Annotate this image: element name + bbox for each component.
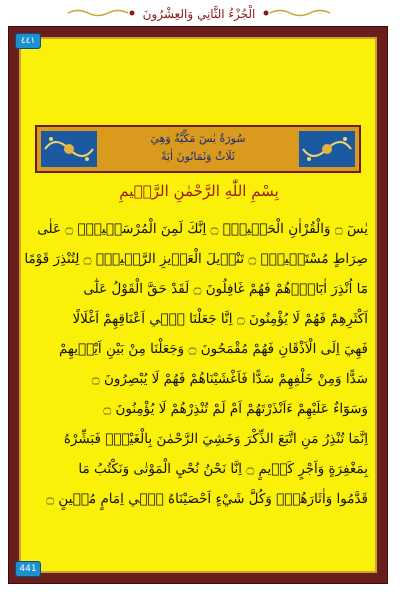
header-ornament-left xyxy=(66,8,136,18)
mushaf-page xyxy=(6,4,392,588)
basmala: بِسْمِ اللّٰهِ الرَّحْمٰنِ الرَّح۪يمِ xyxy=(119,182,279,200)
verse-line: صِرَاطٍ مُسْتَق۪يمٍۜ ۝ تَنْز۪يلَ الْعَز۪يزِ الرَّح۪يمِۙ ۝ لِتُنْذِرَ قَوْمًا xyxy=(24,251,368,267)
verse-line: اِنَّمَا تُنْذِرُ مَنِ اتَّبَعَ الذِّكْرَ وَخَشِيَ الرَّحْمٰنَ بِالْغَيْبِۚ فَبَشِّرْهُ xyxy=(63,431,368,447)
juz-title: الْجُزْءُ الثَّانِي وَالعِشْرُونَ xyxy=(142,7,256,21)
juz-header xyxy=(6,4,392,24)
surah-heading xyxy=(101,130,295,166)
surah-ornament-right xyxy=(299,131,355,167)
verse-line: يٰسٓ ۝ وَالْقُرْاٰنِ الْحَك۪يمِۙ ۝ اِنَّكَ لَمِنَ الْمُرْسَل۪ينَۙ ۝ عَلٰى xyxy=(37,221,368,237)
surah-ornament-left xyxy=(41,131,97,167)
verse-line: قَدَّمُوا وَاٰثَارَهُمْۜ وَكُلَّ شَيْءٍ اَحْصَيْنَاهُ ف۪ٓي اِمَامٍ مُب۪ينٍ ۝ xyxy=(46,491,368,507)
verse-line: وَسَوَٓاءٌ عَلَيْهِمْ ءَاَنْذَرْتَهُمْ اَمْ لَمْ تُنْذِرْهُمْ لَا يُؤْمِنُونَ ۝ xyxy=(103,401,368,417)
header-ornament-right xyxy=(262,8,332,18)
verse-line: فَهِيَ اِلَى الْاَذْقَانِ فَهُمْ مُقْمَحُونَ ۝ وَجَعَلْنَا مِنْ بَيْنِ اَيْد۪يهِمْ xyxy=(59,341,368,357)
verse-line: بِمَغْفِرَةٍ وَاَجْرٍ كَر۪يمٍ ۝ اِنَّا نَحْنُ نُحْيِ الْمَوْتٰى وَنَكْتُبُ مَا xyxy=(78,461,368,477)
verse-line: مَٓا اُنْذِرَ اٰبَٓاؤُ۬هُمْ فَهُمْ غَافِلُونَ ۝ لَقَدْ حَقَّ الْقَوْلُ عَلٰٓى xyxy=(83,281,368,297)
verse-line: اَكْثَرِهِمْ فَهُمْ لَا يُؤْمِنُونَ ۝ اِنَّا جَعَلْنَا ف۪ٓي اَعْنَاقِهِمْ اَغْلَالًا xyxy=(72,311,368,327)
surah-verse-count-line: ثَلَاثٌ وَثَمَانُونَ اٰيَةً xyxy=(161,150,235,163)
verses-block xyxy=(24,214,368,564)
page-number-top: ٤٤١ xyxy=(15,33,41,49)
surah-name-line: سُورَةُ يٰسٓ مَكِّيَّةٌ وَهِيَ xyxy=(150,132,246,145)
verse-line: سَدًّا وَمِنْ خَلْفِهِمْ سَدًّا فَاَغْشَيْنَاهُمْ فَهُمْ لَا يُبْصِرُونَ ۝ xyxy=(91,371,368,387)
surah-title-box xyxy=(35,125,361,173)
page-number-bottom: 441 xyxy=(15,561,41,577)
